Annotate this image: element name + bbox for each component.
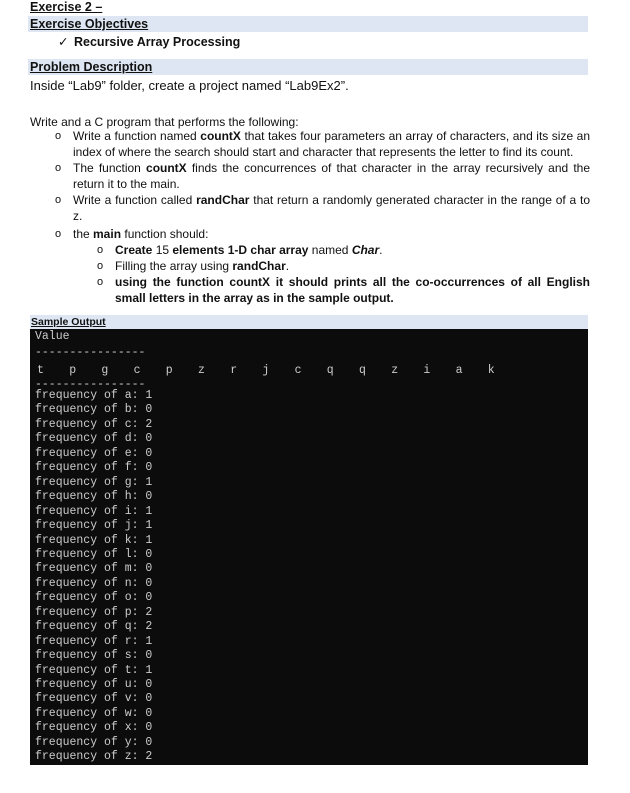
console-frequency-line: frequency of s: 0 bbox=[35, 649, 153, 663]
text: 15 bbox=[152, 243, 173, 257]
problem-heading-bar bbox=[28, 59, 588, 75]
bullet-icon: o bbox=[97, 260, 104, 272]
console-frequency-line: frequency of k: 1 bbox=[35, 533, 153, 547]
console-frequency-line: frequency of b: 0 bbox=[35, 403, 153, 417]
console-frequency-line: frequency of l: 0 bbox=[35, 547, 153, 561]
text-bold: randChar bbox=[196, 193, 250, 207]
console-char: q bbox=[359, 364, 366, 377]
check-mark-icon: ✓ bbox=[58, 35, 69, 49]
sub-list-item bbox=[0, 274, 590, 306]
console-char: q bbox=[326, 364, 334, 377]
list-item bbox=[0, 128, 590, 160]
objective-item: Recursive Array Processing bbox=[74, 35, 241, 49]
console-frequency-line: frequency of z: 2 bbox=[35, 750, 153, 764]
console-frequency-line: frequency of v: 0 bbox=[35, 692, 153, 706]
console-window bbox=[30, 329, 588, 765]
bullet-icon: o bbox=[55, 130, 62, 142]
text: Write a function named bbox=[73, 129, 201, 143]
text-bold: using the function countX it should prints all the co-occurrences of all English small letters in the array as in the sample output. bbox=[115, 275, 590, 305]
console-char: p bbox=[69, 364, 77, 377]
list-item bbox=[0, 160, 590, 192]
text: function should: bbox=[121, 227, 209, 241]
console-char: c bbox=[133, 364, 141, 377]
problem-heading: Problem Description bbox=[30, 60, 153, 74]
console-frequency-line: frequency of a: 1 bbox=[35, 389, 153, 402]
text-bold: countX bbox=[200, 129, 241, 143]
console-frequency-line: frequency of g: 1 bbox=[35, 475, 153, 489]
sample-output-heading: Sample Output bbox=[31, 316, 106, 328]
console-char: z bbox=[198, 364, 205, 377]
text-bold: elements 1-D char array bbox=[172, 243, 309, 257]
text: that takes four parameters an array of characters, and its size an index of where the search should start and character that represents the letter to find its count. bbox=[73, 129, 590, 159]
problem-intro: Inside “Lab9” folder, create a project named “Lab9Ex2”. bbox=[30, 78, 349, 93]
requirements-list bbox=[0, 128, 630, 306]
text-bold: Create bbox=[115, 243, 153, 257]
console-frequency-line: frequency of j: 1 bbox=[35, 519, 153, 533]
console-frequency-line: frequency of p: 2 bbox=[35, 605, 153, 619]
console-char: g bbox=[101, 364, 109, 377]
text-bold: countX bbox=[146, 161, 187, 175]
text: finds the concurrences of that character in the array recursively and the return it to the main. bbox=[73, 161, 591, 191]
bullet-icon: o bbox=[55, 194, 62, 206]
text: the bbox=[73, 227, 94, 241]
console-frequency-line: frequency of d: 0 bbox=[35, 432, 153, 446]
console-separator: ---------------- bbox=[35, 378, 146, 391]
console-frequency-line: frequency of c: 2 bbox=[35, 417, 153, 431]
text: Write a function called bbox=[73, 193, 197, 207]
console-frequency-line: frequency of u: 0 bbox=[35, 678, 153, 691]
sample-output-bar bbox=[30, 315, 588, 329]
console-char: p bbox=[165, 364, 173, 377]
bullet-icon: o bbox=[97, 276, 104, 288]
sub-list-item bbox=[0, 242, 590, 258]
console-frequency-line: frequency of y: 0 bbox=[35, 735, 153, 749]
text: that return a randomly generated character in the range of a to z. bbox=[73, 193, 590, 223]
bullet-icon: o bbox=[55, 228, 62, 240]
console-frequency-line: frequency of e: 0 bbox=[35, 446, 153, 460]
console-frequency-line: frequency of h: 0 bbox=[35, 490, 153, 504]
text: named bbox=[308, 243, 352, 257]
console-char: c bbox=[294, 364, 302, 377]
bullet-icon: o bbox=[97, 244, 104, 256]
console-char: k bbox=[487, 364, 495, 377]
exercise-title: Exercise 2 – bbox=[30, 0, 103, 14]
bullet-icon: o bbox=[55, 162, 62, 174]
console-frequency-line: frequency of x: 0 bbox=[35, 721, 153, 735]
text: . bbox=[379, 243, 383, 257]
objectives-heading: Exercise Objectives bbox=[30, 17, 149, 31]
console-frequency-line: frequency of n: 0 bbox=[35, 576, 153, 590]
problem-write-line: Write and a C program that performs the following: bbox=[30, 115, 299, 129]
console-char: t bbox=[37, 364, 44, 377]
console-char: a bbox=[455, 364, 463, 377]
console-char: i bbox=[423, 364, 431, 377]
console-char: r bbox=[230, 364, 238, 377]
text: Filling the array using bbox=[115, 259, 233, 273]
console-separator: ---------------- bbox=[35, 346, 146, 359]
text-bold: randChar bbox=[232, 259, 286, 273]
console-char: z bbox=[391, 364, 399, 377]
text-italic: Char bbox=[351, 243, 380, 257]
console-frequency-line: frequency of i: 1 bbox=[35, 504, 153, 518]
console-frequency-line: frequency of t: 1 bbox=[35, 663, 153, 677]
text-bold: main bbox=[93, 227, 122, 241]
console-frequency-line: frequency of r: 1 bbox=[35, 634, 153, 648]
console-frequency-line: frequency of o: 0 bbox=[35, 591, 153, 605]
console-char: j bbox=[262, 364, 270, 377]
objectives-heading-bar bbox=[28, 16, 588, 32]
text: The function bbox=[73, 161, 147, 175]
console-frequency-line: frequency of f: 0 bbox=[35, 461, 153, 475]
list-item bbox=[0, 226, 590, 242]
sub-list-item bbox=[0, 258, 590, 274]
list-item bbox=[0, 192, 590, 224]
text: . bbox=[285, 259, 290, 273]
console-frequency-line: frequency of m: 0 bbox=[35, 562, 153, 576]
console-value-header: Value bbox=[35, 330, 70, 343]
console-frequency-line: frequency of w: 0 bbox=[35, 706, 153, 720]
console-frequency-line: frequency of q: 2 bbox=[35, 620, 153, 634]
